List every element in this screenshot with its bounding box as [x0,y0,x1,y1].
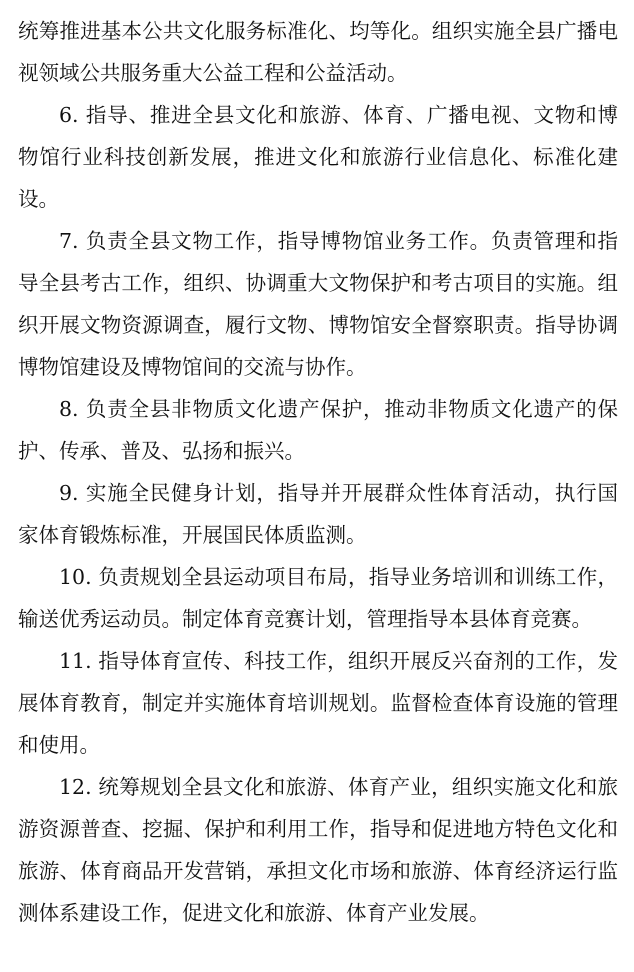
paragraph-continuation: 统筹推进基本公共文化服务标准化、均等化。组织实施全县广播电视领域公共服务重大公益工程和公益活动。 [18,19,618,85]
paragraph-item-11: 11. 指导体育宣传、科技工作，组织开展反兴奋剂的工作，发展体育教育，制定并实施体育培训规划。监督检查体育设施的管理和使用。 [18,649,618,757]
paragraph-item-6: 6. 指导、推进全县文化和旅游、体育、广播电视、文物和博物馆行业科技创新发展，推进文化和旅游行业信息化、标准化建设。 [18,103,618,211]
paragraph-item-10: 10. 负责规划全县运动项目布局，指导业务培训和训练工作，输送优秀运动员。制定体育竞赛计划，管理指导本县体育竞赛。 [18,565,618,631]
document-page [18,10,618,934]
paragraph-item-7: 7. 负责全县文物工作，指导博物馆业务工作。负责管理和指导全县考古工作，组织、协调重大文物保护和考古项目的实施。组织开展文物资源调查，履行文物、博物馆安全督察职责。指导协调博物馆建设及博物馆间的交流与协作。 [18,229,618,379]
paragraph-item-12: 12. 统筹规划全县文化和旅游、体育产业，组织实施文化和旅游资源普查、挖掘、保护和利用工作，指导和促进地方特色文化和旅游、体育商品开发营销，承担文化市场和旅游、体育经济运行监测体系建设工作，促进文化和旅游、体育产业发展。 [18,775,618,925]
paragraph-item-9: 9. 实施全民健身计划，指导并开展群众性体育活动，执行国家体育锻炼标准，开展国民体质监测。 [18,481,618,547]
paragraph-item-8: 8. 负责全县非物质文化遗产保护，推动非物质文化遗产的保护、传承、普及、弘扬和振兴。 [18,397,618,463]
